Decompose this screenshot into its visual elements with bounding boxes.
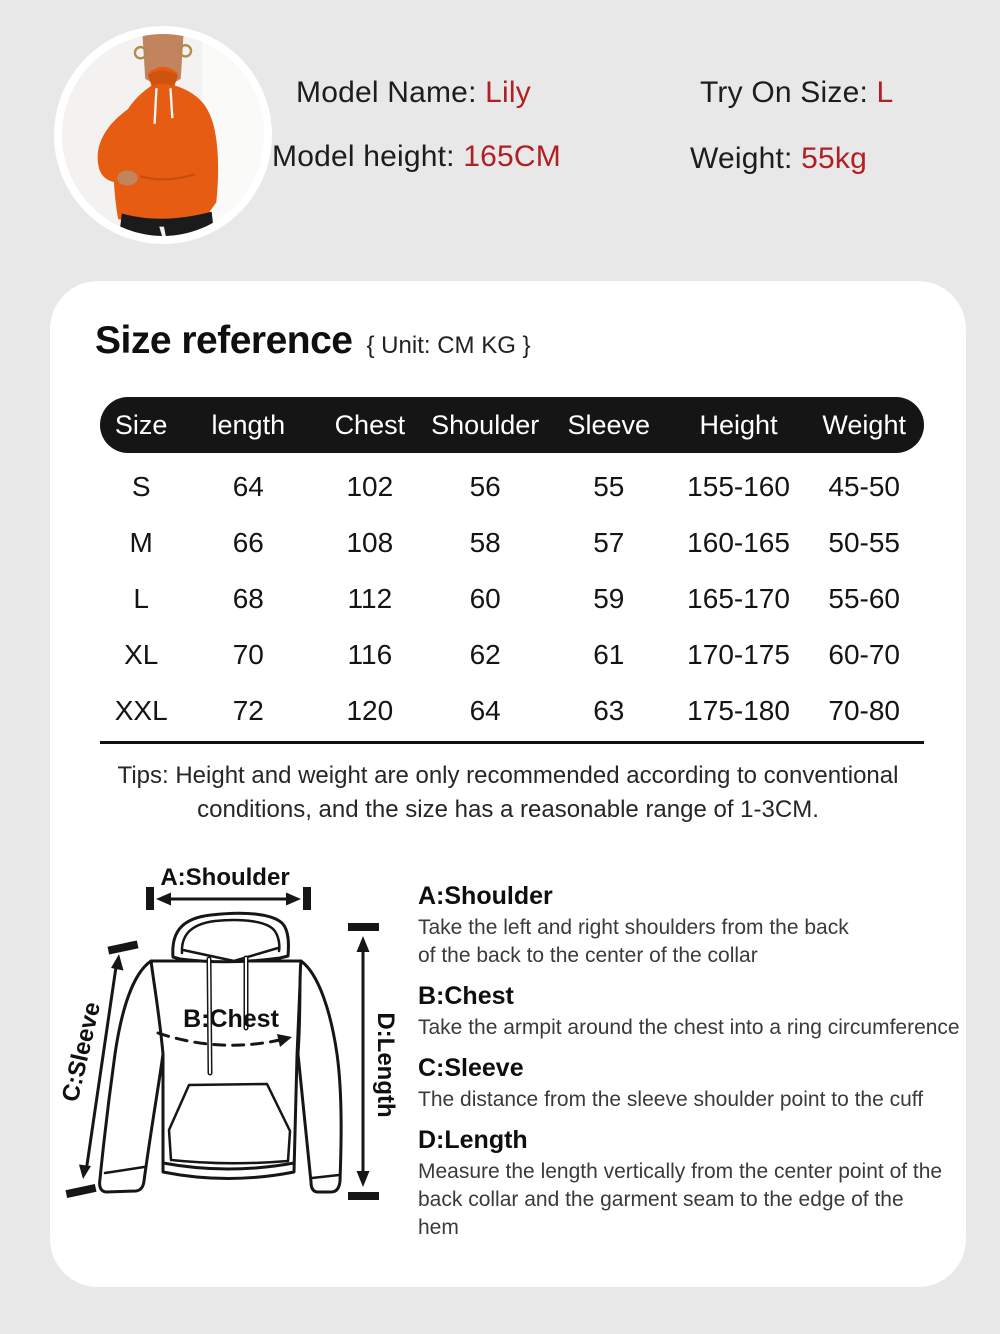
- measure-desc: Take the armpit around the chest into a ring circumference: [418, 1016, 960, 1039]
- table-row: [100, 515, 924, 571]
- table-cell: 57: [593, 527, 625, 558]
- table-cell: 66: [232, 527, 264, 558]
- hoodie-measurement-diagram: [56, 861, 444, 1251]
- try-on-size-label: Try On Size:: [700, 76, 868, 109]
- measure-item: [418, 882, 963, 970]
- measure-title: B:Chest: [418, 982, 514, 1010]
- measure-title: A:Shoulder: [418, 882, 553, 910]
- column-header: Chest: [334, 409, 406, 440]
- table-cell: S: [131, 471, 151, 502]
- table-cell: XXL: [114, 695, 168, 726]
- measure-descriptions: [418, 882, 963, 1254]
- table-bottom-rule: [100, 741, 924, 744]
- size-table: [100, 397, 924, 744]
- column-header: length: [211, 409, 286, 440]
- table-cell: M: [129, 527, 153, 558]
- table-cell: 108: [346, 527, 394, 558]
- table-cell: 102: [346, 471, 394, 502]
- measure-title: D:Length: [418, 1126, 528, 1154]
- model-height-label: Model height:: [272, 140, 455, 173]
- table-row: [100, 683, 924, 739]
- table-cell: 55-60: [828, 583, 901, 614]
- table-cell: 70-80: [828, 695, 901, 726]
- table-cell: 160-165: [687, 527, 790, 558]
- column-header: Weight: [822, 409, 906, 440]
- measure-item: [418, 1054, 963, 1114]
- table-cell: 45-50: [828, 471, 901, 502]
- table-cell: 55: [593, 471, 625, 502]
- size-table-header: [100, 397, 924, 453]
- table-row: [100, 459, 924, 515]
- measure-desc: The distance from the sleeve shoulder point to the cuff: [418, 1088, 924, 1111]
- measure-item: [418, 1126, 963, 1242]
- measure-desc: Take the left and right shoulders from the back of the back to the center of the collar: [418, 916, 849, 967]
- table-cell: L: [133, 583, 149, 614]
- model-photo-illustration: [62, 34, 264, 236]
- table-cell: 64: [232, 471, 264, 502]
- table-cell: 50-55: [828, 527, 901, 558]
- table-cell: 60: [469, 583, 501, 614]
- unit-note: { Unit: CM KG }: [366, 332, 531, 359]
- table-cell: 70: [232, 639, 264, 670]
- table-cell: 63: [593, 695, 625, 726]
- weight-label: Weight:: [690, 142, 793, 175]
- column-header: Sleeve: [567, 409, 651, 440]
- table-cell: 68: [232, 583, 264, 614]
- table-cell: 61: [593, 639, 625, 670]
- model-height-line: [272, 140, 561, 174]
- try-on-size-line: [700, 76, 893, 110]
- table-cell: 112: [347, 583, 393, 614]
- column-header: Shoulder: [431, 409, 540, 440]
- table-cell: 170-175: [687, 639, 790, 670]
- hoodie-outline: [100, 913, 342, 1192]
- table-cell: 58: [469, 527, 501, 558]
- table-cell: 155-160: [687, 471, 790, 502]
- diagram-label-length: D:Length: [372, 1012, 399, 1118]
- weight-line: [690, 142, 867, 176]
- table-cell: 120: [346, 695, 394, 726]
- model-name-value: Lily: [485, 76, 531, 109]
- table-cell: 165-170: [687, 583, 790, 614]
- table-cell: XL: [124, 639, 159, 670]
- model-name-line: [296, 76, 531, 110]
- card-title: Size reference: [95, 319, 353, 362]
- diagram-label-shoulder: A:Shoulder: [160, 864, 290, 891]
- try-on-size-value: L: [876, 76, 894, 109]
- measure-title: C:Sleeve: [418, 1054, 524, 1082]
- model-height-value: 165CM: [463, 140, 561, 173]
- card-title-row: [95, 319, 531, 363]
- column-header: Size: [114, 409, 168, 440]
- measure-item: [418, 982, 963, 1042]
- model-name-label: Model Name:: [296, 76, 477, 109]
- weight-value: 55kg: [801, 142, 867, 175]
- table-cell: 116: [347, 639, 393, 670]
- diagram-label-sleeve: C:Sleeve: [56, 999, 107, 1105]
- table-cell: 60-70: [828, 639, 901, 670]
- table-cell: 64: [469, 695, 501, 726]
- column-header: Height: [699, 409, 778, 440]
- table-row: [100, 571, 924, 627]
- measure-desc: Measure the length vertically from the center point of the back collar and the garment seam to the edge of the hem: [418, 1160, 943, 1239]
- size-reference-card: [50, 281, 966, 1287]
- diagram-label-chest: B:Chest: [183, 1005, 279, 1033]
- table-cell: 56: [469, 471, 501, 502]
- tips-text: Tips: Height and weight are only recommended according to conventional conditions, and the size has a reasonable range of 1-3CM.: [117, 762, 899, 823]
- table-cell: 62: [469, 639, 501, 670]
- model-photo: [54, 26, 272, 244]
- size-table-body: [100, 459, 924, 744]
- table-row: [100, 627, 924, 683]
- table-cell: 175-180: [687, 695, 790, 726]
- table-cell: 72: [232, 695, 264, 726]
- table-cell: 59: [593, 583, 625, 614]
